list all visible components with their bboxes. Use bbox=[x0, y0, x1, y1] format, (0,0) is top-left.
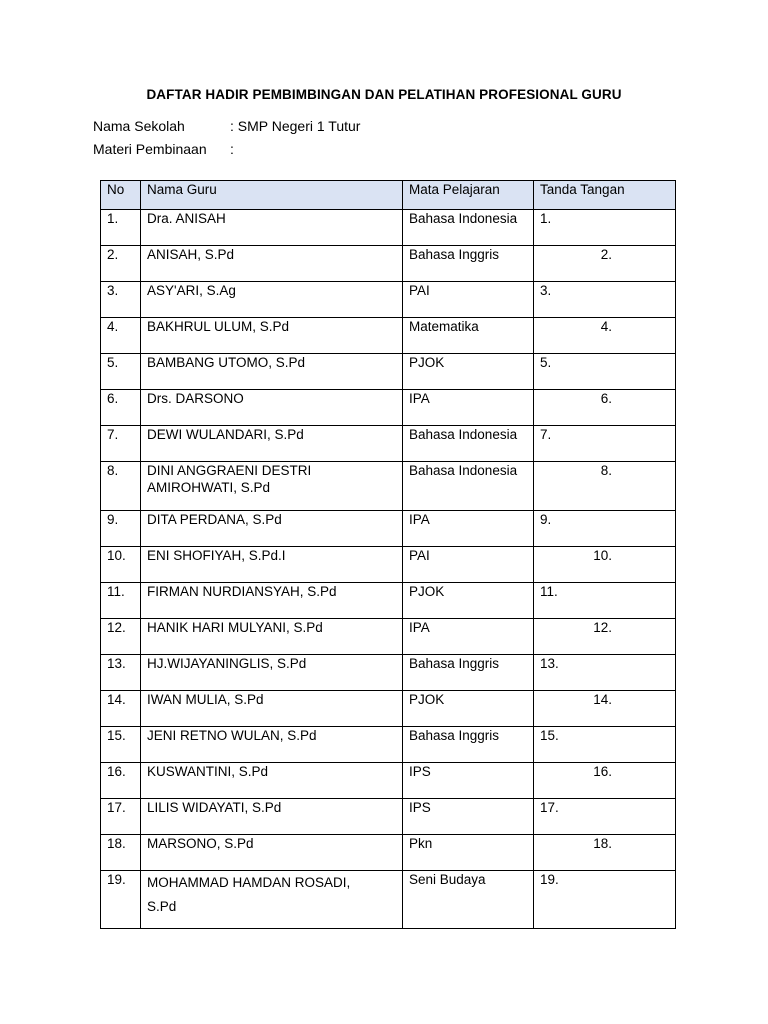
table-row bbox=[101, 799, 676, 835]
row-name: JENI RETNO WULAN, S.Pd bbox=[141, 727, 403, 763]
table-row bbox=[101, 763, 676, 799]
row-signature: 7. bbox=[534, 426, 676, 462]
row-name: ENI SHOFIYAH, S.Pd.I bbox=[141, 547, 403, 583]
header-no: No bbox=[101, 181, 141, 210]
table-row bbox=[101, 354, 676, 390]
row-name bbox=[141, 871, 403, 929]
row-name: ASY'ARI, S.Ag bbox=[141, 282, 403, 318]
row-no: 16. bbox=[101, 763, 141, 799]
row-signature: 3. bbox=[534, 282, 676, 318]
header-subject: Mata Pelajaran bbox=[403, 181, 534, 210]
row-subject: IPA bbox=[403, 619, 534, 655]
table-row bbox=[101, 390, 676, 426]
table-row bbox=[101, 655, 676, 691]
row-signature: 13. bbox=[534, 655, 676, 691]
row-name bbox=[141, 462, 403, 511]
table-row bbox=[101, 246, 676, 282]
row-subject: IPA bbox=[403, 511, 534, 547]
material-value: : bbox=[230, 141, 234, 157]
row-name: MARSONO, S.Pd bbox=[141, 835, 403, 871]
table-row bbox=[101, 835, 676, 871]
row-name: IWAN MULIA, S.Pd bbox=[141, 691, 403, 727]
material-info bbox=[93, 141, 234, 157]
school-info bbox=[93, 118, 360, 134]
row-no: 18. bbox=[101, 835, 141, 871]
row-signature: 5. bbox=[534, 354, 676, 390]
row-no: 1. bbox=[101, 210, 141, 246]
row-name-line2: S.Pd bbox=[147, 899, 177, 914]
table-row bbox=[101, 619, 676, 655]
row-name: ANISAH, S.Pd bbox=[141, 246, 403, 282]
table-row bbox=[101, 318, 676, 354]
row-no: 6. bbox=[101, 390, 141, 426]
table-row bbox=[101, 462, 676, 511]
row-subject: Bahasa Inggris bbox=[403, 655, 534, 691]
row-subject: Matematika bbox=[403, 318, 534, 354]
row-name: Drs. DARSONO bbox=[141, 390, 403, 426]
row-subject: PJOK bbox=[403, 691, 534, 727]
row-subject: Bahasa Indonesia bbox=[403, 210, 534, 246]
row-no: 7. bbox=[101, 426, 141, 462]
row-name: BAMBANG UTOMO, S.Pd bbox=[141, 354, 403, 390]
table-row bbox=[101, 511, 676, 547]
table-row bbox=[101, 727, 676, 763]
row-name: HJ.WIJAYANINGLIS, S.Pd bbox=[141, 655, 403, 691]
table-row bbox=[101, 282, 676, 318]
row-name: KUSWANTINI, S.Pd bbox=[141, 763, 403, 799]
row-name: BAKHRUL ULUM, S.Pd bbox=[141, 318, 403, 354]
table-row bbox=[101, 547, 676, 583]
document-title: DAFTAR HADIR PEMBIMBINGAN DAN PELATIHAN PROFESIONAL GURU bbox=[146, 87, 622, 102]
row-subject: IPS bbox=[403, 763, 534, 799]
row-no: 8. bbox=[101, 462, 141, 511]
row-name-line1: DINI ANGGRAENI DESTRI bbox=[147, 463, 312, 478]
row-subject: Bahasa Inggris bbox=[403, 727, 534, 763]
header-signature: Tanda Tangan bbox=[534, 181, 676, 210]
row-signature: 11. bbox=[534, 583, 676, 619]
row-subject: Bahasa Inggris bbox=[403, 246, 534, 282]
row-no: 17. bbox=[101, 799, 141, 835]
row-signature: 10. bbox=[534, 547, 676, 583]
school-label: Nama Sekolah bbox=[93, 118, 185, 134]
row-signature: 12. bbox=[534, 619, 676, 655]
row-name-line2: AMIROHWATI, S.Pd bbox=[147, 480, 271, 495]
row-no: 5. bbox=[101, 354, 141, 390]
row-subject: PJOK bbox=[403, 583, 534, 619]
row-name: Dra. ANISAH bbox=[141, 210, 403, 246]
table-row bbox=[101, 426, 676, 462]
table-row bbox=[101, 871, 676, 929]
row-no: 9. bbox=[101, 511, 141, 547]
table-row bbox=[101, 210, 676, 246]
row-subject: Seni Budaya bbox=[403, 871, 534, 929]
row-signature: 4. bbox=[534, 318, 676, 354]
row-signature: 2. bbox=[534, 246, 676, 282]
row-subject: PAI bbox=[403, 282, 534, 318]
table-row bbox=[101, 691, 676, 727]
row-signature: 1. bbox=[534, 210, 676, 246]
row-no: 2. bbox=[101, 246, 141, 282]
row-no: 14. bbox=[101, 691, 141, 727]
header-name: Nama Guru bbox=[141, 181, 403, 210]
row-subject: IPS bbox=[403, 799, 534, 835]
row-signature: 16. bbox=[534, 763, 676, 799]
table-row bbox=[101, 583, 676, 619]
row-no: 19. bbox=[101, 871, 141, 929]
row-no: 12. bbox=[101, 619, 141, 655]
row-subject: PAI bbox=[403, 547, 534, 583]
row-signature: 14. bbox=[534, 691, 676, 727]
school-value: : SMP Negeri 1 Tutur bbox=[230, 118, 361, 134]
row-subject: Bahasa Indonesia bbox=[403, 462, 534, 511]
attendance-table bbox=[100, 180, 676, 929]
row-name: LILIS WIDAYATI, S.Pd bbox=[141, 799, 403, 835]
row-signature: 9. bbox=[534, 511, 676, 547]
row-no: 10. bbox=[101, 547, 141, 583]
row-signature: 15. bbox=[534, 727, 676, 763]
row-name-line1: MOHAMMAD HAMDAN ROSADI, bbox=[147, 875, 351, 890]
row-subject: Bahasa Indonesia bbox=[403, 426, 534, 462]
row-name: DEWI WULANDARI, S.Pd bbox=[141, 426, 403, 462]
row-name: HANIK HARI MULYANI, S.Pd bbox=[141, 619, 403, 655]
row-signature: 19. bbox=[534, 871, 676, 929]
row-name: FIRMAN NURDIANSYAH, S.Pd bbox=[141, 583, 403, 619]
row-signature: 6. bbox=[534, 390, 676, 426]
row-no: 11. bbox=[101, 583, 141, 619]
material-label: Materi Pembinaan bbox=[93, 141, 207, 157]
row-no: 3. bbox=[101, 282, 141, 318]
row-signature: 18. bbox=[534, 835, 676, 871]
row-subject: Pkn bbox=[403, 835, 534, 871]
row-no: 15. bbox=[101, 727, 141, 763]
row-signature: 8. bbox=[534, 462, 676, 511]
row-no: 4. bbox=[101, 318, 141, 354]
row-name: DITA PERDANA, S.Pd bbox=[141, 511, 403, 547]
row-subject: IPA bbox=[403, 390, 534, 426]
row-signature: 17. bbox=[534, 799, 676, 835]
row-subject: PJOK bbox=[403, 354, 534, 390]
row-no: 13. bbox=[101, 655, 141, 691]
table-header-row bbox=[101, 181, 676, 210]
